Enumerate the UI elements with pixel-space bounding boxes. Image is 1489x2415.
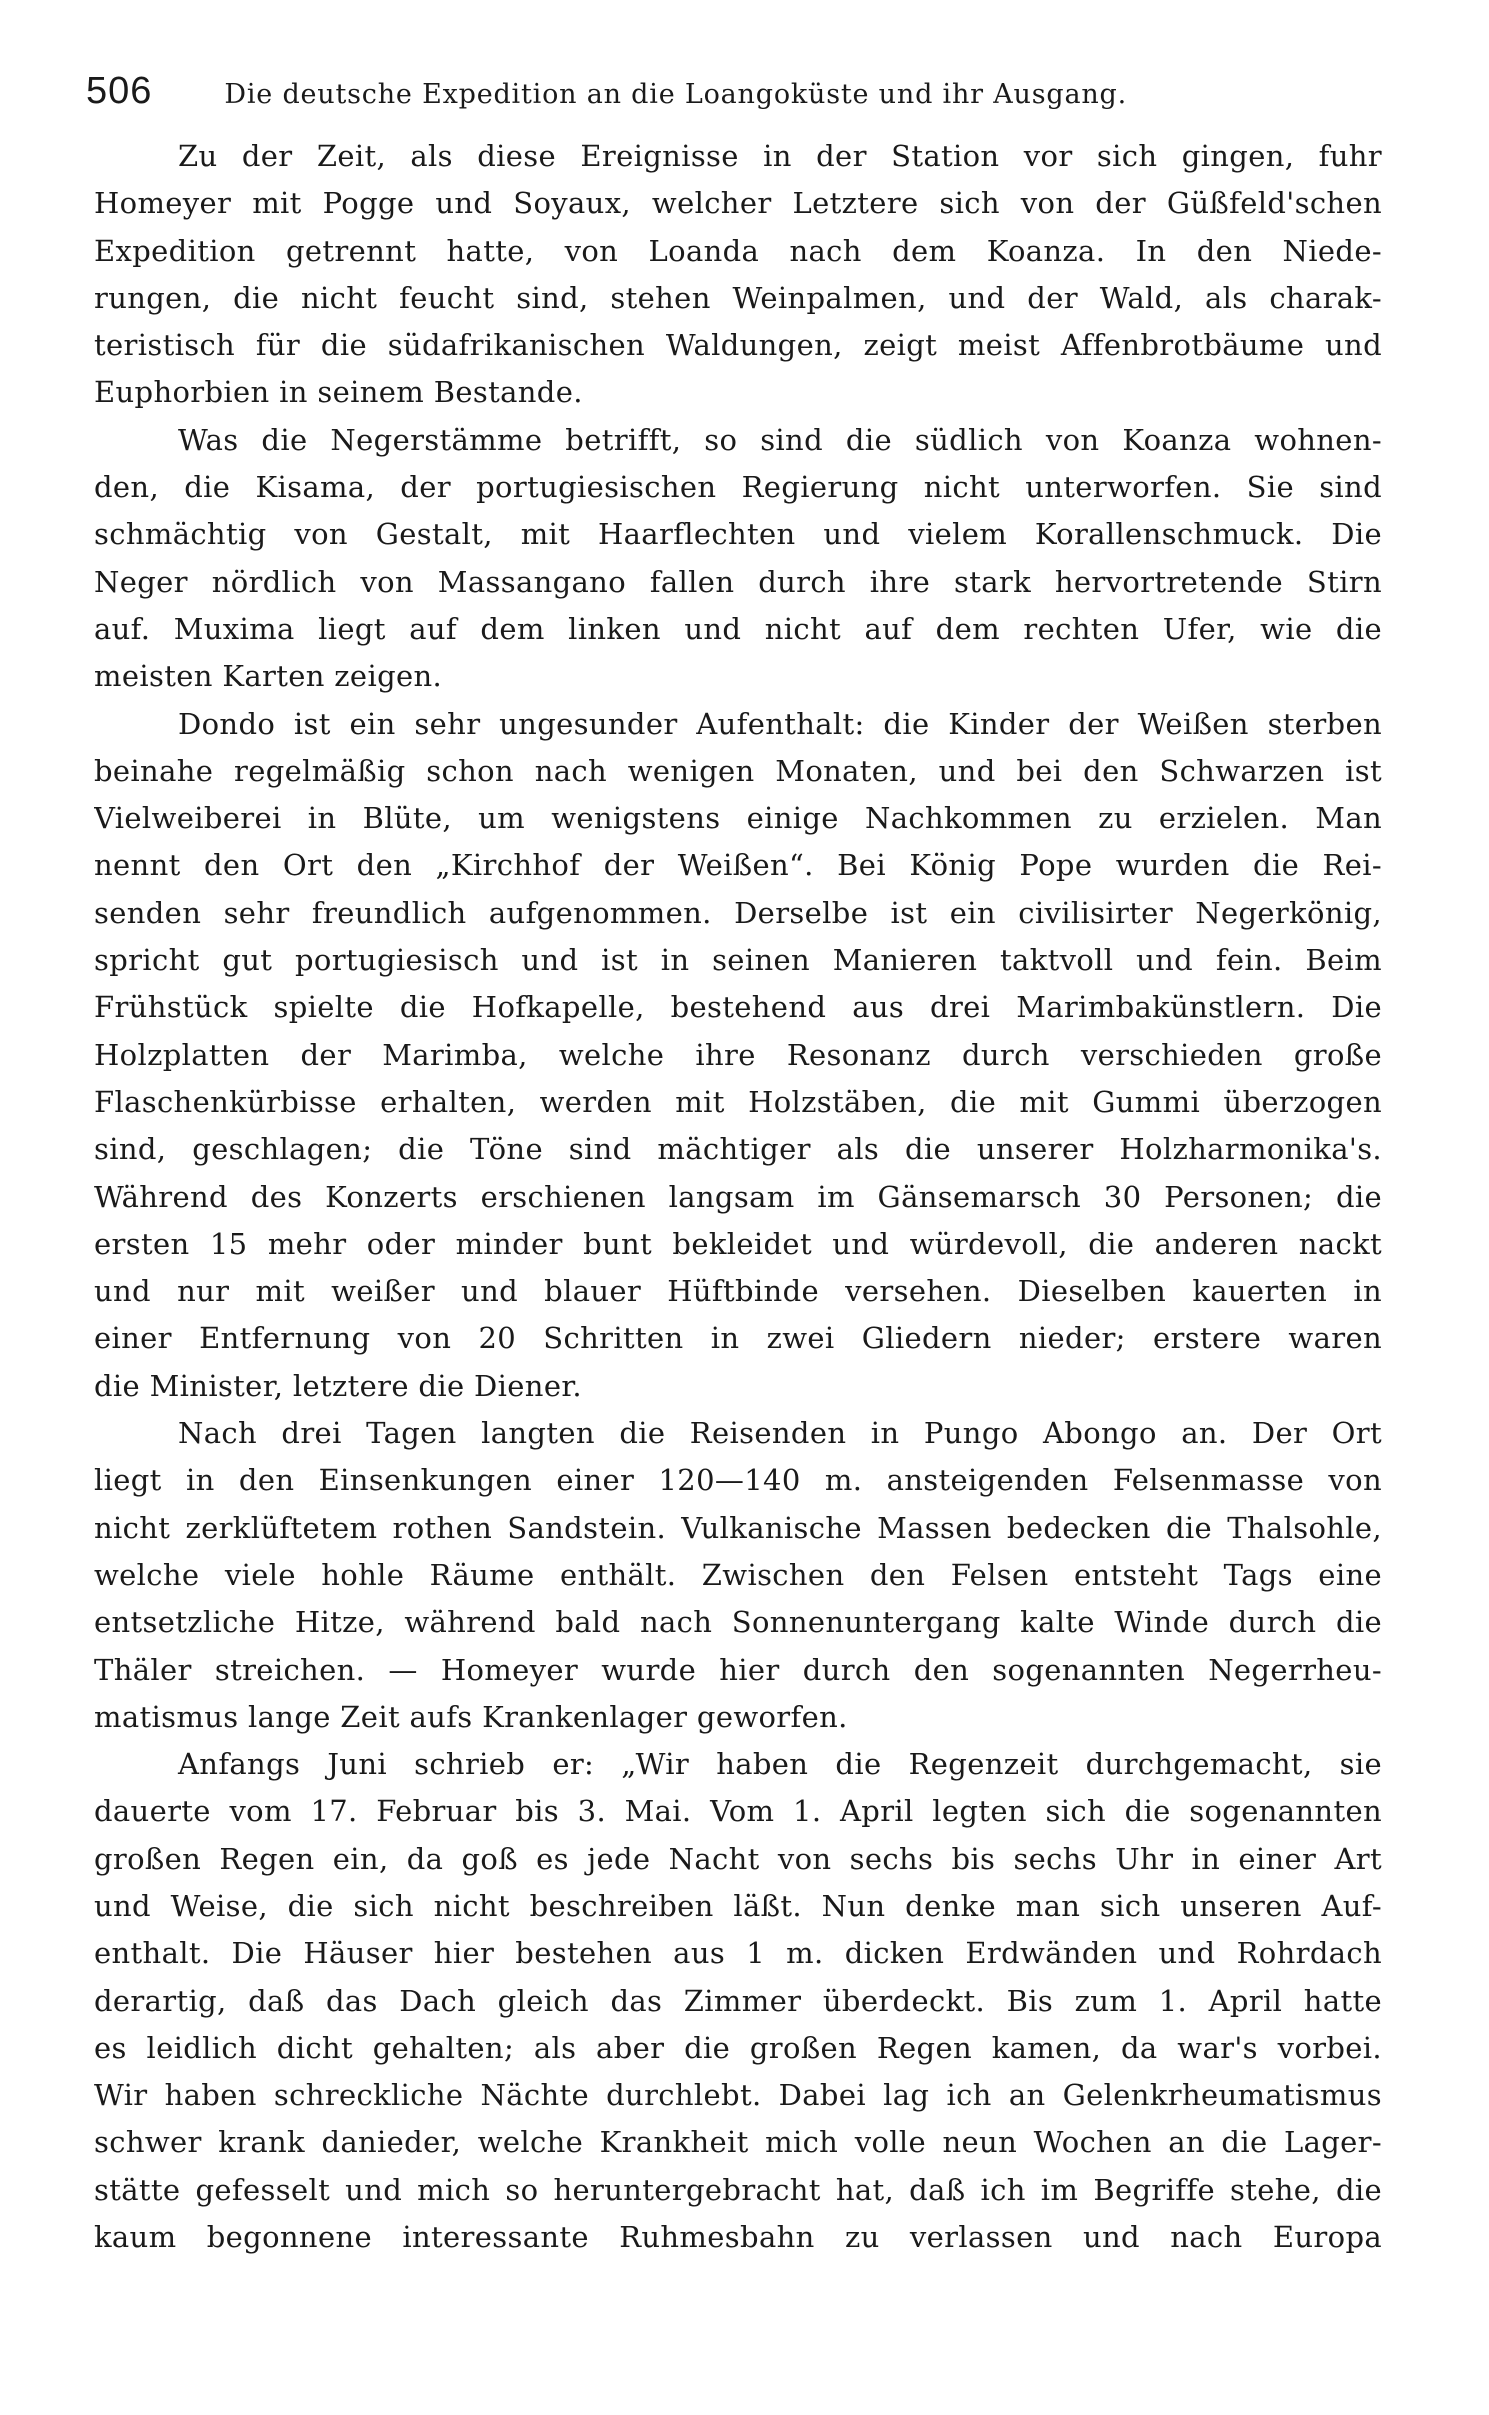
text-line: Was die Negerstämme betrifft, so sind die südlich von Koanza wohnen- (178, 422, 1382, 457)
text-line: stätte gefesselt und mich so heruntergebracht hat, daß ich im Begriffe stehe, die (94, 2172, 1382, 2207)
text-line: rungen, die nicht feucht sind, stehen Weinpalmen, und der Wald, als charak- (94, 280, 1382, 315)
text-line: teristisch für die südafrikanischen Waldungen, zeigt meist Affenbrotbäume und (94, 328, 1382, 363)
text-line: Flaschenkürbisse erhalten, werden mit Holzstäben, die mit Gummi überzogen (94, 1084, 1382, 1119)
text-line: den, die Kisama, der portugiesischen Regierung nicht unterworfen. Sie sind (94, 470, 1382, 505)
text-line: schmächtig von Gestalt, mit Haarflechten und vielem Korallenschmuck. Die (94, 517, 1382, 552)
text-line: sind, geschlagen; die Töne sind mächtiger als die unserer Holzharmonika's. (94, 1132, 1382, 1167)
text-line: welche viele hohle Räume enthält. Zwischen den Felsen entsteht Tags eine (94, 1557, 1382, 1592)
text-line: liegt in den Einsenkungen einer 120—140 m. ansteigenden Felsenmasse von (94, 1463, 1382, 1498)
text-line: senden sehr freundlich aufgenommen. Derselbe ist ein civilisirter Negerkönig, (94, 895, 1382, 930)
body-text (94, 133, 1382, 2261)
running-head: Die deutsche Expedition an die Loangoküste und ihr Ausgang. (224, 79, 1128, 110)
text-line: Frühstück spielte die Hofkapelle, bestehend aus drei Marimbakünstlern. Die (94, 990, 1382, 1025)
text-line: großen Regen ein, da goß es jede Nacht von sechs bis sechs Uhr in einer Art (94, 1841, 1382, 1876)
text-line: Dondo ist ein sehr ungesunder Aufenthalt: die Kinder der Weißen sterben (178, 706, 1382, 741)
text-line: kaum begonnene interessante Ruhmesbahn zu verlassen und nach Europa (94, 2220, 1382, 2255)
text-line: Anfangs Juni schrieb er: „Wir haben die Regenzeit durchgemacht, sie (178, 1747, 1382, 1782)
text-line: derartig, daß das Dach gleich das Zimmer überdeckt. Bis zum 1. April hatte (94, 1983, 1382, 2018)
text-line: Holzplatten der Marimba, welche ihre Resonanz durch verschieden große (94, 1037, 1382, 1072)
text-line: Thäler streichen. — Homeyer wurde hier durch den sogenannten Negerrheu- (94, 1652, 1382, 1687)
text-line: spricht gut portugiesisch und ist in seinen Manieren taktvoll und fein. Beim (94, 943, 1382, 978)
page-header (86, 70, 1386, 122)
text-line: meisten Karten zeigen. (94, 659, 443, 694)
text-line: schwer krank danieder, welche Krankheit mich volle neun Wochen an die Lager- (94, 2125, 1382, 2160)
text-line: ersten 15 mehr oder minder bunt bekleidet und würdevoll, die anderen nackt (94, 1226, 1382, 1261)
text-line: Während des Konzerts erschienen langsam im Gänsemarsch 30 Personen; die (94, 1179, 1382, 1214)
text-line: es leidlich dicht gehalten; als aber die großen Regen kamen, da war's vorbei. (94, 2030, 1382, 2065)
text-line: entsetzliche Hitze, während bald nach Sonnenuntergang kalte Winde durch die (94, 1605, 1382, 1640)
page-number: 506 (86, 70, 153, 112)
text-line: matismus lange Zeit aufs Krankenlager geworfen. (94, 1699, 848, 1734)
text-line: Euphorbien in seinem Bestande. (94, 375, 583, 410)
text-line: und Weise, die sich nicht beschreiben läßt. Nun denke man sich unseren Auf- (94, 1888, 1382, 1923)
text-line: die Minister, letztere die Diener. (94, 1368, 582, 1403)
text-line: einer Entfernung von 20 Schritten in zwei Gliedern nieder; erstere waren (94, 1321, 1382, 1356)
text-line: Wir haben schreckliche Nächte durchlebt. Dabei lag ich an Gelenkrheumatismus (94, 2078, 1382, 2113)
text-line: Nach drei Tagen langten die Reisenden in Pungo Abongo an. Der Ort (178, 1416, 1382, 1451)
text-line: Neger nördlich von Massangano fallen durch ihre stark hervortretende Stirn (94, 564, 1382, 599)
text-line: Expedition getrennt hatte, von Loanda nach dem Koanza. In den Niede- (94, 233, 1382, 268)
text-line: nennt den Ort den „Kirchhof der Weißen“. Bei König Pope wurden die Rei- (94, 848, 1382, 883)
text-line: Homeyer mit Pogge und Soyaux, welcher Letztere sich von der Güßfeld'schen (94, 186, 1382, 221)
text-line: dauerte vom 17. Februar bis 3. Mai. Vom 1. April legten sich die sogenannten (94, 1794, 1382, 1829)
text-line: beinahe regelmäßig schon nach wenigen Monaten, und bei den Schwarzen ist (94, 753, 1382, 788)
text-line: enthalt. Die Häuser hier bestehen aus 1 m. dicken Erdwänden und Rohrdach (94, 1936, 1382, 1971)
text-line: Zu der Zeit, als diese Ereignisse in der Station vor sich gingen, fuhr (178, 139, 1382, 173)
text-line: auf. Muxima liegt auf dem linken und nicht auf dem rechten Ufer, wie die (94, 611, 1382, 646)
text-line: Vielweiberei in Blüte, um wenigstens einige Nachkommen zu erzielen. Man (94, 801, 1382, 836)
text-line: nicht zerklüftetem rothen Sandstein. Vulkanische Massen bedecken die Thalsohle, (94, 1510, 1382, 1545)
text-line: und nur mit weißer und blauer Hüftbinde versehen. Dieselben kauerten in (94, 1274, 1382, 1309)
